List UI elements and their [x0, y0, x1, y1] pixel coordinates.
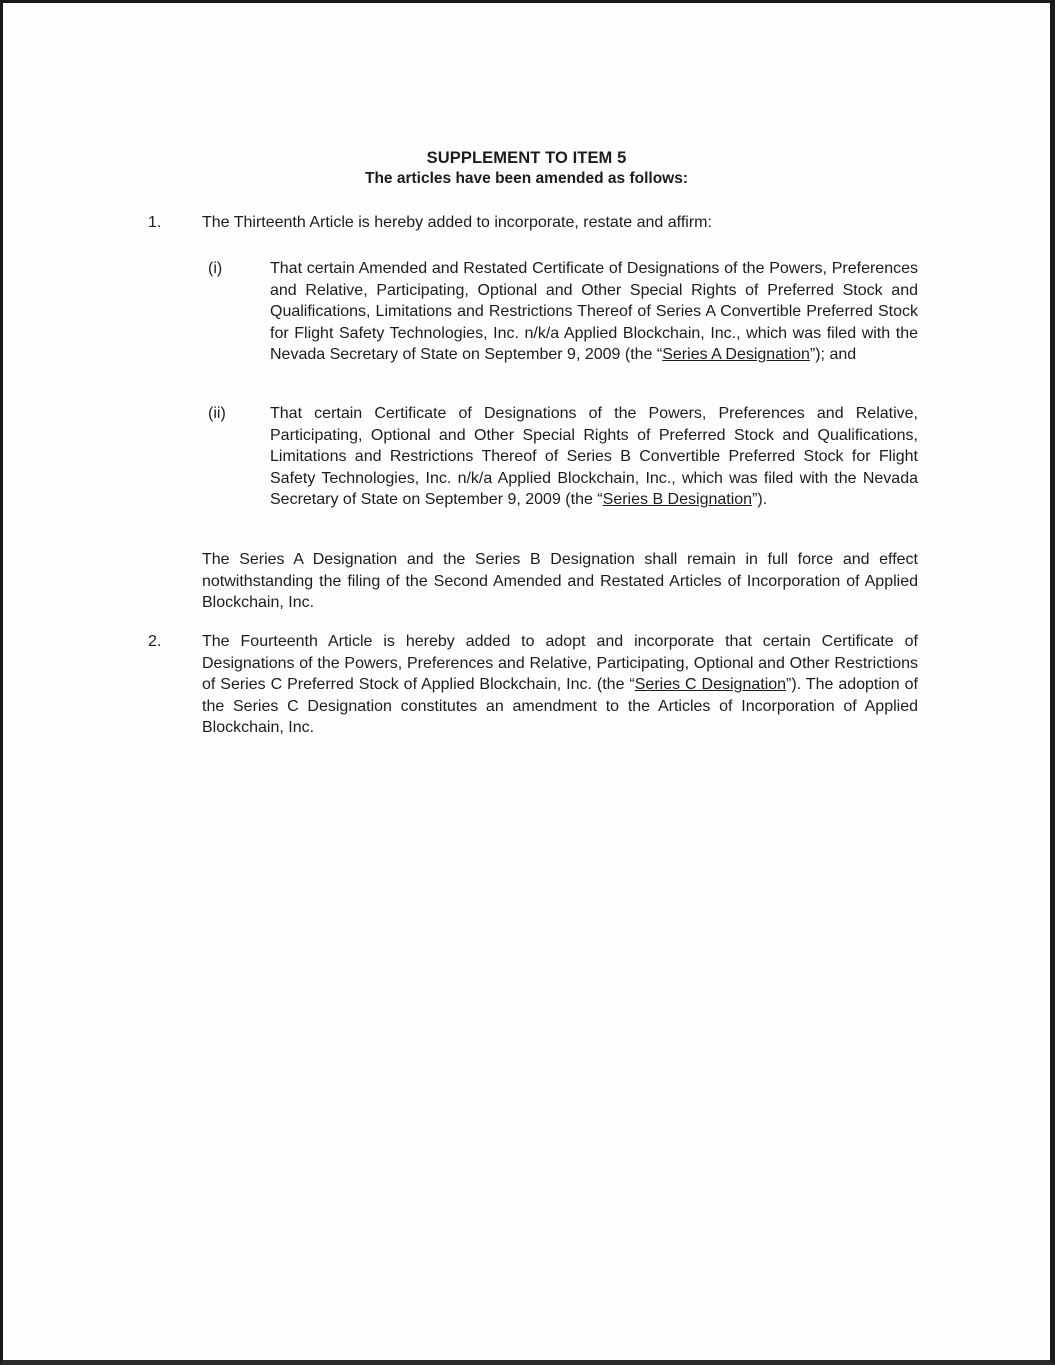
subitem-numeral: (ii): [208, 405, 226, 422]
document-subtitle: The articles have been amended as follows:: [364, 170, 689, 187]
item-lead-text: The Thirteenth Article is hereby added to incorporate, restate and affirm:: [202, 214, 712, 231]
defined-term-series-b: Series B Designation: [602, 491, 753, 509]
item-number: 1.: [148, 214, 162, 231]
closing-paragraph: The Series A Designation and the Series B Designation shall remain in full force and effect notwithstanding the filing of the Second Amended and Restated Articles of Incorporation of Applied Blockchain, Inc.: [202, 551, 918, 612]
item-text-after: ”). The adoption of the Series C Designation constitutes an amendment to the Articles of Incorporation of Applied Blockchain, Inc.: [202, 676, 918, 737]
subitem-text-before: That certain Certificate of Designations of the Powers, Preferences and Relative, Participating, Optional and Other Special Rights of Preferred Stock and Qualifications, Limitations and Restrictions Thereof of Series B Convertible Preferred Stock for Flight Safety Technologies, Inc. n/k/a Applied Blockchain, Inc., which was filed with the Nevada Secretary of State on September 9, 2009 (the “: [270, 405, 918, 509]
item-number: 2.: [148, 633, 162, 650]
subitem-numeral: (i): [208, 260, 223, 277]
defined-term-series-a: Series A Designation: [662, 346, 810, 364]
subitem-text: [270, 258, 918, 366]
subitem-text-before: That certain Amended and Restated Certificate of Designations of the Powers, Preferences and Relative, Participating, Optional and Other Special Rights of Preferred Stock and Qualifications, Limitations and Restrictions Thereof of Series A Convertible Preferred Stock for Flight Safety Technologies, Inc. n/k/a Applied Blockchain, Inc., which was filed with the Nevada Secretary of State on September 9, 2009 (the “: [270, 260, 918, 364]
subitem-text-after: ”).: [752, 491, 768, 509]
defined-term-series-c: Series C Designation: [634, 676, 787, 694]
subitem-text-after: ”); and: [809, 346, 857, 364]
document-title: SUPPLEMENT TO ITEM 5: [426, 149, 627, 167]
subitem-text: [270, 403, 918, 511]
item-text: [202, 631, 918, 739]
item-text-before: The Fourteenth Article is hereby added to adopt and incorporate that certain Certificate of Designations of the Powers, Preferences and Relative, Participating, Optional and Other Restrictions of Series C Preferred Stock of Applied Blockchain, Inc. (the “: [202, 633, 918, 694]
